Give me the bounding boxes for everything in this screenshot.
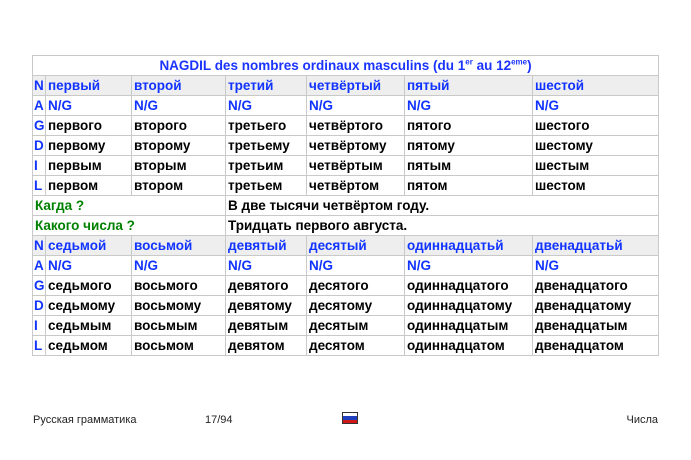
header-cell: девятый (226, 236, 307, 256)
table-cell: седьмого (46, 276, 132, 296)
table-cell: N/G (307, 96, 405, 116)
header-cell: одиннадцатьй (405, 236, 533, 256)
table-cell: первом (46, 176, 132, 196)
question-row (33, 196, 659, 216)
footer-course-title: Русская грамматика (33, 414, 137, 426)
table-cell: шестым (533, 156, 659, 176)
table-cell: четвёртого (307, 116, 405, 136)
case-label: G (33, 276, 46, 296)
table-cell: N/G (405, 96, 533, 116)
case-label: I (33, 316, 46, 336)
table-cell: N/G (226, 96, 307, 116)
table-cell: N/G (46, 96, 132, 116)
case-label: A (33, 96, 46, 116)
table-cell: восьмом (132, 336, 226, 356)
table-cell: восьмого (132, 276, 226, 296)
table-cell: третьего (226, 116, 307, 136)
russian-flag-icon (342, 412, 358, 424)
table-cell: N/G (533, 256, 659, 276)
table-cell: N/G (405, 256, 533, 276)
table-cell: девятого (226, 276, 307, 296)
table-cell: первому (46, 136, 132, 156)
case-label: D (33, 136, 46, 156)
header-cell: третий (226, 76, 307, 96)
header-cell: второй (132, 76, 226, 96)
table-cell: N/G (226, 256, 307, 276)
table-cell: вторым (132, 156, 226, 176)
case-label: N (33, 76, 46, 96)
table-cell: третьем (226, 176, 307, 196)
header-cell: двенадцатьй (533, 236, 659, 256)
table-cell: N/G (533, 96, 659, 116)
table-cell: N/G (132, 96, 226, 116)
table-cell: втором (132, 176, 226, 196)
table-row-g (33, 276, 659, 296)
table-cell: десятого (307, 276, 405, 296)
table-cell: пятом (405, 176, 533, 196)
case-label: D (33, 296, 46, 316)
table-cell: двенадцатом (533, 336, 659, 356)
header-cell: пятый (405, 76, 533, 96)
table-cell: третьим (226, 156, 307, 176)
case-label: A (33, 256, 46, 276)
table-row-i (33, 156, 659, 176)
table-title: NAGDIL des nombres ordinaux masculins (du 1er au 12eme) (33, 56, 659, 76)
table-cell: четвёртым (307, 156, 405, 176)
table-cell: десятому (307, 296, 405, 316)
table-cell: одиннадцатого (405, 276, 533, 296)
header-row-2 (33, 236, 659, 256)
table-cell: одиннадцатому (405, 296, 533, 316)
ordinals-table (32, 55, 659, 356)
table-cell: седьмому (46, 296, 132, 316)
header-row-1 (33, 76, 659, 96)
question-text: Кагда ? (33, 196, 226, 216)
flag-stripe-red (343, 420, 357, 423)
table-cell: шестому (533, 136, 659, 156)
case-label: N (33, 236, 46, 256)
table-cell: одиннадцатым (405, 316, 533, 336)
table-cell: второму (132, 136, 226, 156)
table-row-d (33, 136, 659, 156)
table-row-l (33, 176, 659, 196)
table-cell: девятым (226, 316, 307, 336)
answer-text: В две тысячи четвёртом году. (226, 196, 659, 216)
header-cell: четвёртый (307, 76, 405, 96)
table-cell: первым (46, 156, 132, 176)
table-cell: восьмым (132, 316, 226, 336)
footer-page-number: 17/94 (205, 414, 233, 426)
table-row-d (33, 296, 659, 316)
table-cell: двенадцатому (533, 296, 659, 316)
footer-section-title: Числа (626, 414, 658, 426)
table-cell: двенадцатым (533, 316, 659, 336)
table-cell: пятым (405, 156, 533, 176)
table-cell: восьмому (132, 296, 226, 316)
table-cell: четвёртому (307, 136, 405, 156)
table-row-i (33, 316, 659, 336)
table-cell: N/G (307, 256, 405, 276)
answer-text: Тридцать первого августа. (226, 216, 659, 236)
table-cell: пятого (405, 116, 533, 136)
table-cell: одиннадцатом (405, 336, 533, 356)
table-cell: шестом (533, 176, 659, 196)
case-label: G (33, 116, 46, 136)
table-cell: первого (46, 116, 132, 136)
question-text: Какого числа ? (33, 216, 226, 236)
table-cell: третьему (226, 136, 307, 156)
case-label: I (33, 156, 46, 176)
table-cell: шестого (533, 116, 659, 136)
table-row-l (33, 336, 659, 356)
table-title-row (33, 56, 659, 76)
table-row-a (33, 96, 659, 116)
table-cell: десятым (307, 316, 405, 336)
header-cell: седьмой (46, 236, 132, 256)
case-label: L (33, 336, 46, 356)
table-cell: седьмом (46, 336, 132, 356)
table-cell: пятому (405, 136, 533, 156)
table-cell: двенадцатого (533, 276, 659, 296)
header-cell: шестой (533, 76, 659, 96)
table-cell: девятому (226, 296, 307, 316)
table-cell: десятом (307, 336, 405, 356)
case-label: L (33, 176, 46, 196)
header-cell: первый (46, 76, 132, 96)
question-row (33, 216, 659, 236)
table-cell: второго (132, 116, 226, 136)
table-cell: седьмым (46, 316, 132, 336)
header-cell: десятый (307, 236, 405, 256)
table-cell: N/G (46, 256, 132, 276)
table-row-g (33, 116, 659, 136)
table-cell: девятом (226, 336, 307, 356)
table-cell: N/G (132, 256, 226, 276)
table-cell: четвёртом (307, 176, 405, 196)
header-cell: восьмой (132, 236, 226, 256)
table-row-a (33, 256, 659, 276)
